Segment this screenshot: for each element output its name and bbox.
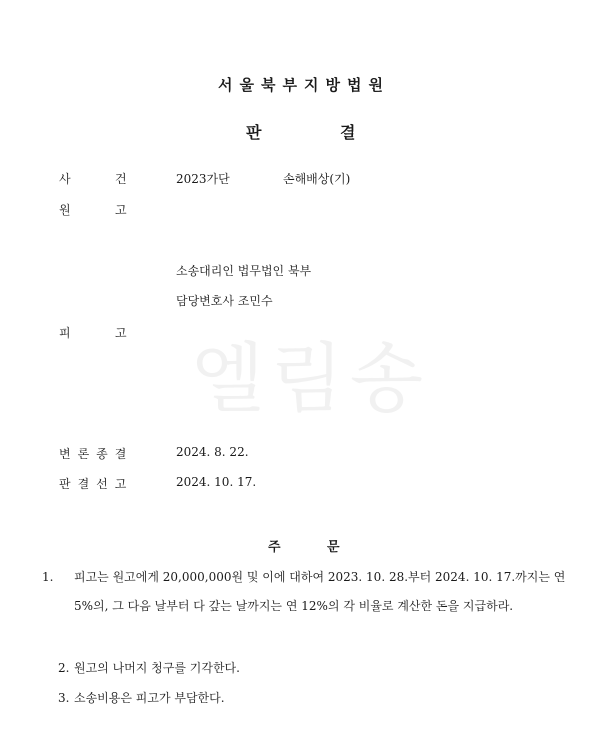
plaintiff-label-2: 고 bbox=[115, 203, 127, 217]
plaintiff-lawyer: 담당변호사 조민수 bbox=[176, 294, 273, 308]
judgment-item-text: 피고는 원고에게 20,000,000원 및 이에 대하여 2023. 10. 28.부터 2024. 10. 17.까지는 연 5%의, 그 다음 날부터 다 갚는 날까지는 연 12%의 각 비율로 계산한 돈을 지급하라. bbox=[74, 570, 570, 613]
judgment-item-2 bbox=[58, 654, 554, 683]
judgment-item-3 bbox=[58, 684, 554, 713]
defendant-label-1: 피 bbox=[59, 326, 71, 340]
case-name: 손해배상(기) bbox=[283, 172, 351, 186]
judgment-item-1 bbox=[42, 563, 570, 620]
plaintiff-label-1: 원 bbox=[59, 203, 71, 217]
hearing-closed-label: 변론종결 bbox=[59, 447, 134, 461]
court-name: 서울북부지방법원 bbox=[218, 76, 390, 94]
document-title-right: 결 bbox=[340, 123, 356, 142]
judgment-item-number: 2. bbox=[58, 661, 70, 675]
watermark: 엘림송 bbox=[190, 334, 430, 423]
case-number: 2023가단 bbox=[176, 172, 230, 186]
judgment-item-number: 3. bbox=[58, 691, 70, 705]
case-label-1: 사 bbox=[59, 172, 71, 186]
judgment-date-label: 판결선고 bbox=[59, 477, 134, 491]
judgment-title-left: 주 bbox=[268, 540, 281, 555]
document-title-left: 판 bbox=[246, 123, 262, 142]
judgment-item-text: 소송비용은 피고가 부담한다. bbox=[74, 691, 225, 705]
judgment-item-text: 원고의 나머지 청구를 기각한다. bbox=[74, 661, 240, 675]
judgment-date: 2024. 10. 17. bbox=[176, 475, 257, 489]
judgment-title-right: 문 bbox=[327, 540, 340, 555]
plaintiff-attorney: 소송대리인 법무법인 북부 bbox=[176, 264, 312, 278]
judgment-item-number: 1. bbox=[42, 570, 54, 584]
case-label-2: 건 bbox=[115, 172, 127, 186]
defendant-label-2: 고 bbox=[115, 326, 127, 340]
hearing-closed-date: 2024. 8. 22. bbox=[176, 445, 249, 459]
